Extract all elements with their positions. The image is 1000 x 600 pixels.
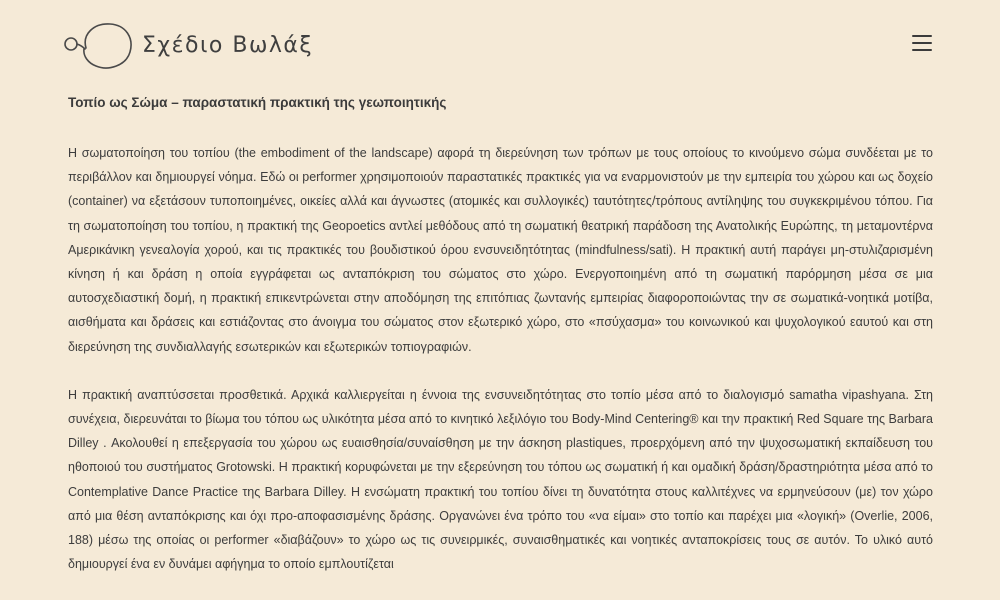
hamburger-menu-icon — [912, 35, 932, 38]
site-name: Σχέδιο Βωλάξ — [142, 32, 314, 58]
hamburger-menu-button[interactable] — [910, 34, 936, 56]
site-logo-link[interactable] — [60, 18, 313, 72]
site-header — [0, 0, 1000, 80]
article-title: Τοπίο ως Σώμα – παραστατική πρακτική της γεωποιητικής — [68, 95, 447, 110]
article-paragraph: Η πρακτική αναπτύσσεται προσθετικά. Αρχικά καλλιεργείται η έννοια της ενσυνειδητότητας στο τοπίο μέσα από το διαλογισμό samatha vipashyana. Στη συνέχεια, διερευνάται το βίωμα του τόπου ως υλικότητα μέσα από το κινητικό λεξιλόγιο του Body-Mind Centering® και την πρακτική Red Square της Barbara Dilley . Ακολουθεί η επεξεργασία του χώρου ως ευαισθησία/συναίσθηση με την άσκηση plastiques, προερχόμενη από την ψυχοσωματική εκπαίδευση του ηθοποιού του συστήματος Grotowski. Η πρακτική κορυφώνεται με την εξερεύνηση του τόπου ως σωματική ή και ομαδική δράση/δραστηριότητα μέσα από το Contemplative Dance Practice της Barbara Dilley. Η ενσώματη πρακτική του τοπίου δίνει τη δυνατότητα στους καλλιτέχνες να ερμηνεύσουν (με) τον χώρο από μια θέση ανταπόκρισης και όχι προ-αποφασισμένης δράσης. Οργανώνει ένα τρόπο του «να είμαι» στο τοπίο και παρέχει μια «λογική» (Overlie, 2006, 188) μέσω της οποίας οι performer «διαβάζουν» το χώρο ως τις συνειρμικές, συναισθηματικές και νοητικές ανταποκρίσεις τους σε αυτόν. Το υλικό αυτό δημιουργεί ένα εν δυνάμει αφήγημα το οποίο εμπλουτίζεται — [68, 387, 933, 572]
article — [68, 92, 933, 600]
lasso-circle-icon — [60, 18, 136, 72]
article-paragraph: Η σωματοποίηση του τοπίου (the embodiment of the landscape) αφορά τη διερεύνηση των τρόπων με τους οποίους το κινούμενο σώμα συνδέεται με το περιβάλλον και δημιουργεί νόημα. Εδώ οι performer χρησιμοποιούν παραστατικές πρακτικές για να εναρμονιστούν με την εμπειρία του χώρου και ως δοχείο (container) να εξετάσουν τυποποιημένες, οικείες αλλά και άγνωστες (ατομικές και συλλογικές) ταυτότητες/τρόπους αντίληψης του συγκεκριμένου τόπου. Για τη σωματοποίηση του τοπίου, η πρακτική της Geopoetics αντλεί μεθόδους από τη σωματική θεατρική παράδοση της Ανατολικής Ευρώπης, τη μεταμοντέρνα Αμερικάνικη γενεαλογία χορού, και τις πρακτικές του βουδιστικού όρου ενσυνειδητότητας (mindfulness/sati). Η πρακτική αυτή παράγει μη-στυλιζαρισμένη κίνηση ή και δράση η οποία εγγράφεται ως ανταπόκριση του σώματος στο χώρο. Ενεργοποιημένη από τη σωματική παρόρμηση μέσα σε μια αυτοσχεδιαστική δομή, η πρακτική επικεντρώνεται στην αποδόμηση της επιτόπιας ζωντανής εμπειρίας διαφοροποιώντας την σε σωματικά-νοητικά μοτίβα, αισθήματα και δράσεις και εστιάζοντας στο άνοιγμα του σώματος στον εξωτερικό χώρο, στο «πσύχασμα» του κοινωνικού και ψυχολογικού εαυτού και στη διερεύνηση της συνδιαλλαγής εσωτερικών και εξωτερικών τοπιογραφιών. — [68, 146, 933, 354]
